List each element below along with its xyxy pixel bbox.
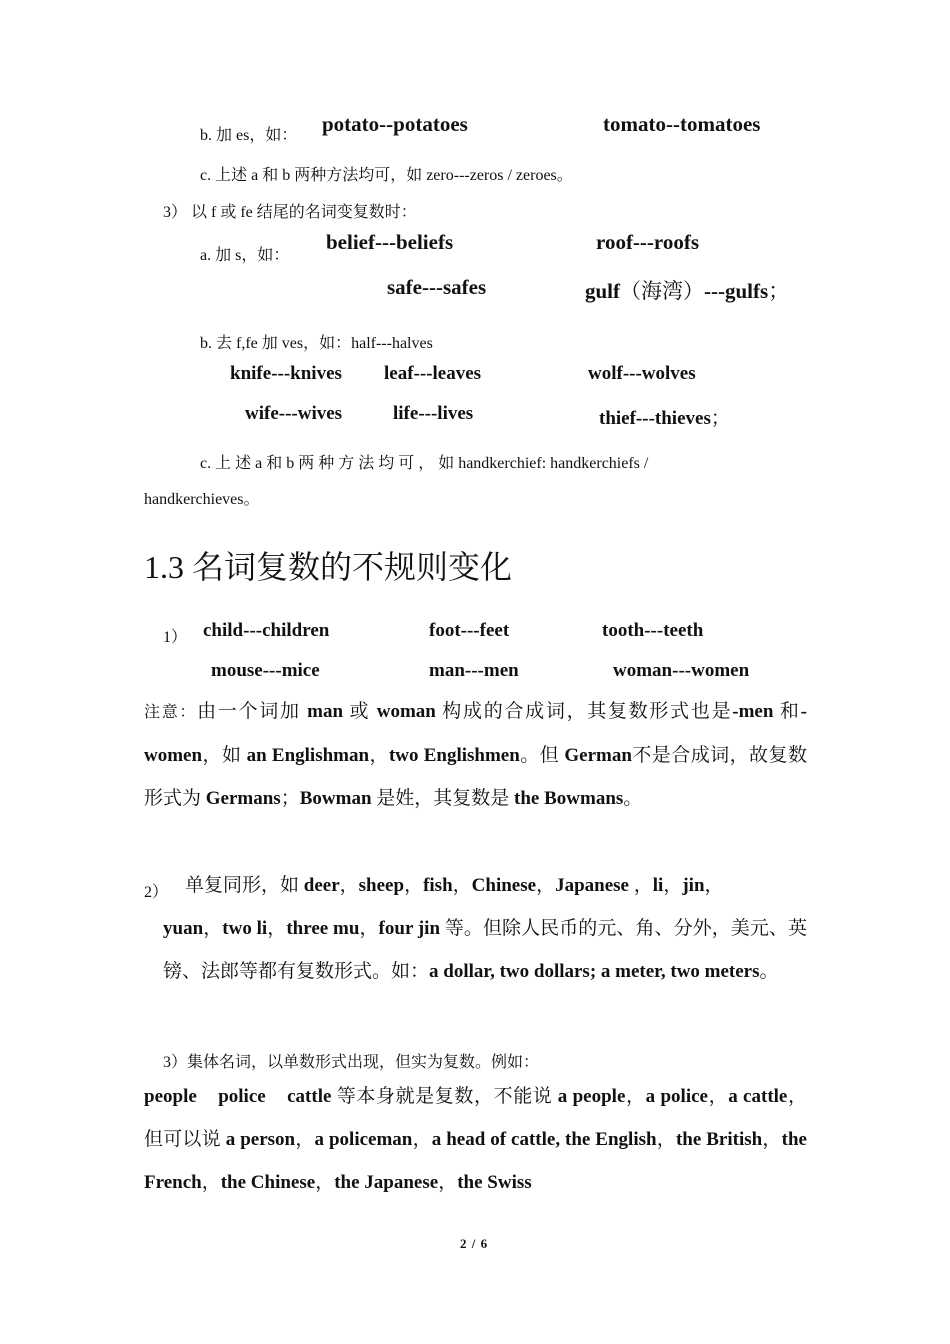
sep: ， (404, 875, 424, 896)
example-child: child---children (203, 620, 330, 641)
item-3-text: 等本身就是复数，不能说 (331, 1086, 558, 1107)
word-chinese: Chinese (471, 875, 537, 896)
sep: ， (267, 918, 287, 939)
note-text: 。 (623, 788, 643, 809)
word-three-mu: three mu (286, 918, 360, 939)
item-2-end: 。 (759, 961, 779, 982)
note-text: ； (280, 788, 300, 809)
rule-c-line: c. 上述 a 和 b 两种方法均可，如 zero---zeros / zeroes。 (200, 167, 573, 184)
note-men: -men (732, 701, 774, 722)
thief-text: thief---thieves (599, 408, 711, 429)
example-thief (599, 403, 730, 430)
word-a-head-of-cattle: a head of cattle, the English (431, 1129, 657, 1150)
word-two-li: two li (222, 918, 268, 939)
note-text: 和 (773, 701, 801, 722)
example-belief: belief---beliefs (326, 230, 454, 254)
note-text: 。但 (519, 745, 565, 766)
gulf-plural: ---gulfs (704, 279, 769, 303)
note-germans: Germans (205, 788, 281, 809)
section-heading: 1.3 名词复数的不规则变化 (144, 549, 513, 585)
list-number-1: 1） (163, 629, 188, 646)
item-2-line1 (185, 864, 807, 907)
note-label: 注意： (144, 704, 198, 721)
rule-c-both-line2: handkerchieves。 (144, 491, 260, 508)
word-deer: deer (303, 875, 340, 896)
note-text: 是姓，其复数是 (371, 788, 515, 809)
item-2-text: 等。但除人民币的元、角、分外，美元、英镑、法郎等都有复数形式。如： (163, 918, 807, 982)
example-foot: foot---feet (429, 620, 510, 641)
example-mouse: mouse---mice (211, 660, 320, 681)
word-the-japanese: the Japanese (334, 1172, 439, 1193)
note-man: man (307, 701, 344, 722)
note-bowmans: Bowmans (544, 788, 624, 809)
word-a-policeman: a policeman (314, 1129, 413, 1150)
rule-c-both-line1: c. 上 述 a 和 b 两 种 方 法 均 可 ， 如 handkerchief: handkerchiefs / (200, 455, 649, 472)
word-jin: jin (682, 875, 705, 896)
example-leaf: leaf---leaves (384, 363, 482, 384)
sep: ， (412, 1129, 432, 1150)
sep: ， (359, 918, 379, 939)
note-women: -women (144, 701, 807, 766)
item-3-text: ，但可以说 (144, 1086, 807, 1150)
sep: ， (315, 1172, 335, 1193)
gulf-chinese: （海湾） (620, 279, 705, 303)
words-people-police-cattle: people police cattle (144, 1086, 332, 1107)
sep: ， (663, 875, 683, 896)
gulf-word: gulf (585, 279, 621, 303)
note-woman: woman (376, 701, 436, 722)
sep: ， (339, 875, 359, 896)
note-the: the (514, 788, 540, 809)
sep: ， (625, 1086, 646, 1107)
example-gulf (585, 275, 789, 305)
sep: ， (656, 1129, 676, 1150)
word-the-swiss: the Swiss (457, 1172, 532, 1193)
example-tooth: tooth---teeth (602, 620, 704, 641)
sep: ， (762, 1129, 782, 1150)
word-the-british: the British (675, 1129, 763, 1150)
word-the-french: the French (144, 1129, 807, 1193)
example-roof: roof---roofs (596, 230, 700, 254)
note-paragraph (144, 690, 807, 820)
sep: ， (629, 875, 653, 896)
sep: ， (203, 918, 223, 939)
word-li: li (652, 875, 664, 896)
word-yuan: yuan (163, 918, 204, 939)
rule-b-ves: b. 去 f,fe 加 ves，如：half---halves (200, 335, 433, 352)
section-3-title: 3） 以 f 或 fe 结尾的名词变复数时： (163, 204, 417, 221)
example-safe: safe---safes (387, 275, 487, 299)
item-2-body (163, 907, 807, 993)
item-2-text: 单复同形，如 (185, 875, 304, 896)
word-four-jin: four jin (378, 918, 441, 939)
sep: ， (295, 1129, 315, 1150)
thief-end: ； (710, 408, 730, 429)
rule-a-label: a. 加 s，如： (200, 247, 290, 264)
example-potato: potato--potatoes (322, 112, 468, 136)
note-text: 不是合成词，故复数形式为 (144, 745, 807, 809)
word-sheep: sheep (358, 875, 405, 896)
note-text: ， (369, 745, 389, 766)
word-a-cattle: a cattle (728, 1086, 788, 1107)
word-a-police: a police (645, 1086, 708, 1107)
note-englishmen: two Englishmen (388, 745, 520, 766)
sep: ， (707, 1086, 729, 1107)
word-a-people: a people (557, 1086, 626, 1107)
item-3-title: 3）集体名词，以单数形式出现，但实为复数。例如： (163, 1054, 540, 1071)
note-bowman: Bowman (299, 788, 372, 809)
gulf-end: ； (768, 279, 790, 303)
note-text: ，如 (202, 745, 247, 766)
example-tomato: tomato--tomatoes (603, 112, 761, 136)
note-german: German (564, 745, 632, 766)
example-man: man---men (429, 660, 519, 681)
note-text: 或 (343, 701, 377, 722)
list-number-2: 2） (144, 884, 169, 901)
page-number: 2 / 6 (460, 1236, 489, 1251)
word-japanese: Japanese (555, 875, 629, 896)
example-wolf: wolf---wolves (588, 363, 696, 384)
word-the-chinese: the Chinese (220, 1172, 316, 1193)
example-wife: wife---wives (245, 403, 343, 424)
example-dollar-meter: a dollar, two dollars; a meter, two meters (429, 961, 760, 982)
item-3-body (144, 1075, 807, 1204)
sep: ， (704, 875, 724, 896)
sep: ， (536, 875, 556, 896)
example-knife: knife---knives (230, 363, 342, 384)
example-woman: woman---women (613, 660, 750, 681)
word-fish: fish (423, 875, 453, 896)
note-text: 构成的合成词，其复数形式也是 (435, 701, 733, 722)
example-life: life---lives (393, 403, 474, 424)
word-a-person: a person (225, 1129, 296, 1150)
rule-b-label: b. 加 es，如： (200, 127, 298, 144)
sep: ， (452, 875, 472, 896)
sep: ， (201, 1172, 221, 1193)
note-text: 由一个词加 (197, 701, 308, 722)
note-englishman: an Englishman (246, 745, 370, 766)
sep: ， (438, 1172, 458, 1193)
